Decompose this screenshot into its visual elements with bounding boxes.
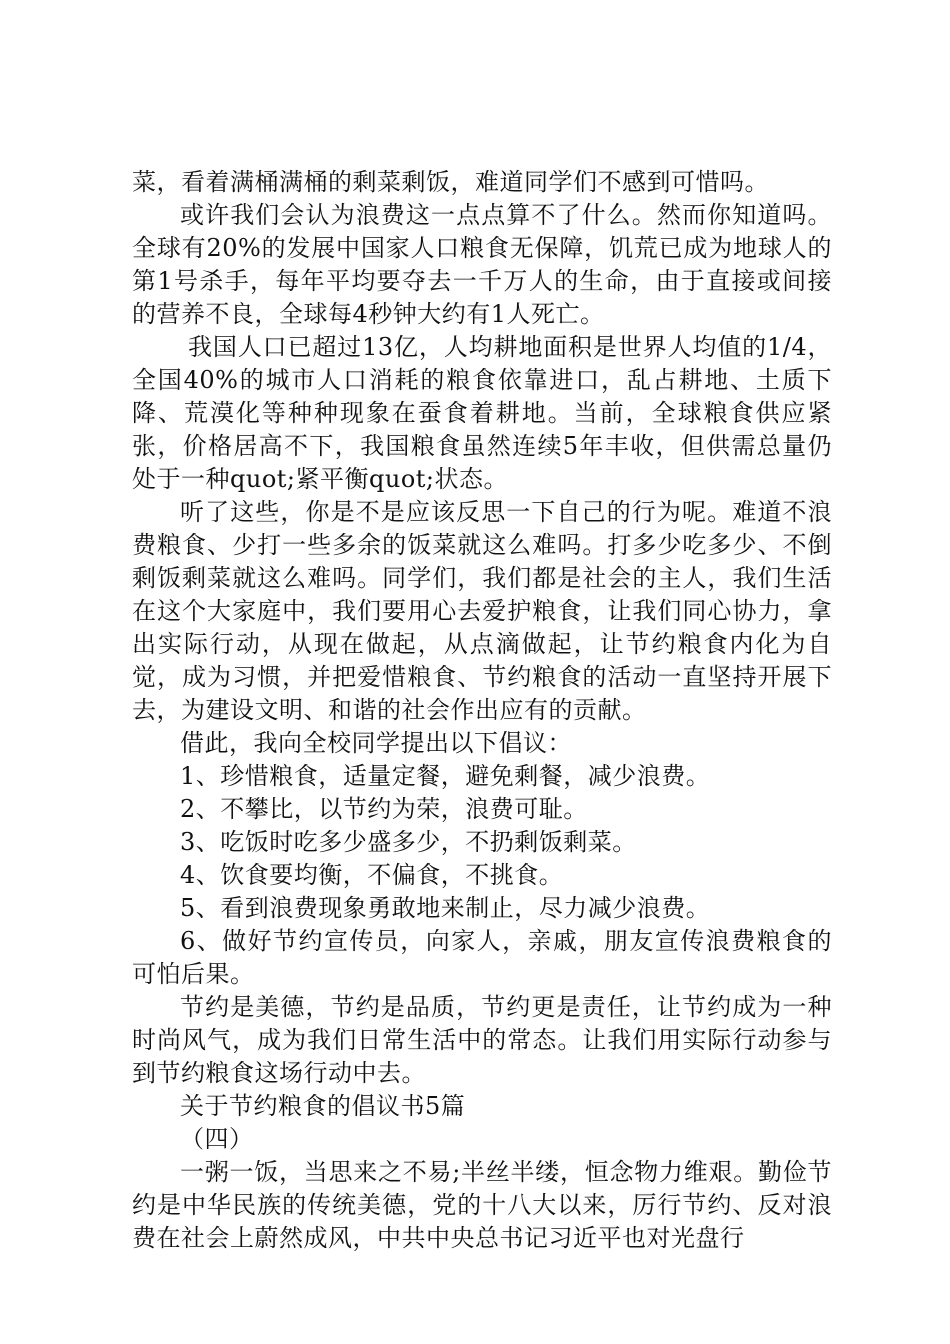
proposal-item-1: 1、珍惜粮食，适量定餐，避免剩餐，减少浪费。 (180, 762, 711, 790)
proposal-item-2: 2、不攀比，以节约为荣，浪费可耻。 (180, 795, 588, 823)
proposal-item-3: 3、吃饭时吃多少盛多少，不扔剩饭剩菜。 (180, 828, 637, 856)
section-number: （四） (180, 1125, 254, 1153)
paragraph-china-population: 我国人口已超过13亿，人均耕地面积是世界人均值的1/4，全国40%的城市人口消耗的粮食依靠进口，乱占耕地、土质下降、荒漠化等种种现象在蚕食着耕地。当前，全球粮食供应紧张，价格居高不下，我国粮食虽然连续5年丰收，但供需总量仍处于一种quot;紧平衡quot;状态。 (132, 333, 832, 493)
paragraph-section-four: 一粥一饭，当思来之不易;半丝半缕，恒念物力维艰。勤俭节约是中华民族的传统美德，党的十八大以来，厉行节约、反对浪费在社会上蔚然成风，中共中央总书记习近平也对光盘行 (132, 1158, 832, 1252)
proposal-item-6: 6、做好节约宣传员，向家人，亲戚，朋友宣传浪费粮食的可怕后果。 (132, 927, 832, 988)
paragraph-proposal-intro: 借此，我向全校同学提出以下倡议： (180, 729, 572, 757)
proposal-item-5: 5、看到浪费现象勇敢地来制止，尽力减少浪费。 (180, 894, 711, 922)
paragraph-conclusion: 节约是美德，节约是品质，节约更是责任，让节约成为一种时尚风气，成为我们日常生活中的常态。让我们用实际行动参与到节约粮食这场行动中去。 (132, 993, 832, 1087)
paragraph-intro-continued: 菜，看着满桶满桶的剩菜剩饭，难道同学们不感到可惜吗。 (132, 168, 769, 196)
document-page (132, 166, 832, 1255)
proposal-item-4: 4、饮食要均衡，不偏食，不挑食。 (180, 861, 564, 889)
paragraph-reflection: 听了这些，你是不是应该反思一下自己的行为呢。难道不浪费粮食、少打一些多余的饭菜就这么难吗。打多少吃多少、不倒剩饭剩菜就这么难吗。同学们，我们都是社会的主人，我们生活在这个大家庭中，我们要用心去爱护粮食，让我们同心协力，拿出实际行动，从现在做起，从点滴做起，让节约粮食内化为自觉，成为习惯，并把爱惜粮食、节约粮食的活动一直坚持开展下去，为建设文明、和谐的社会作出应有的贡献。 (132, 498, 832, 724)
paragraph-global-hunger: 或许我们会认为浪费这一点点算不了什么。然而你知道吗。全球有20%的发展中国家人口粮食无保障，饥荒已成为地球人的第1号杀手，每年平均要夺去一千万人的生命，由于直接或间接的营养不良，全球每4秒钟大约有1人死亡。 (132, 201, 832, 328)
section-title: 关于节约粮食的倡议书5篇 (180, 1092, 466, 1120)
